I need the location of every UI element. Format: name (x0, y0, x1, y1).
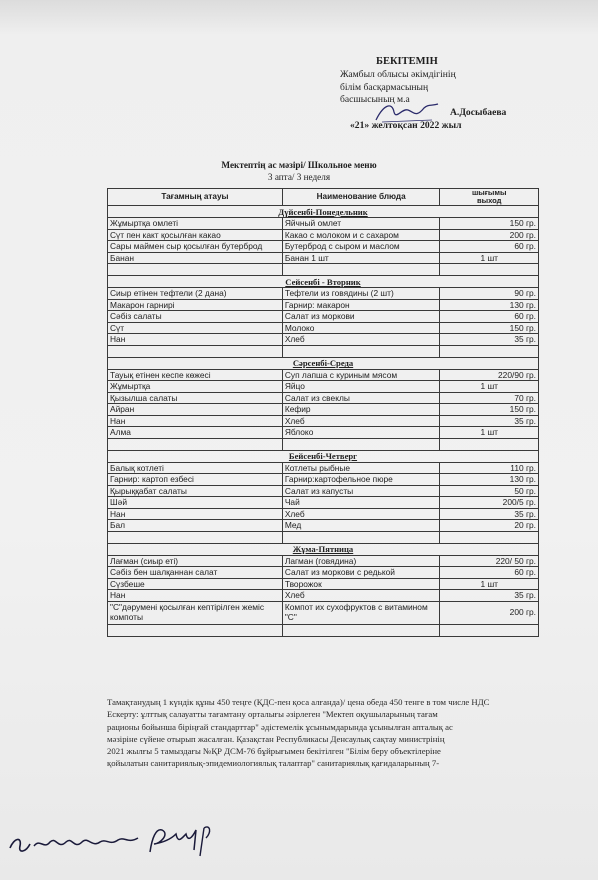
table-row (108, 299, 539, 311)
footer-line: рационы бойынша біріңғай стандарттар" әдістемелік ұсынымдарында ұсынылған апталық ас (107, 721, 453, 732)
dish-name-ru: Чай (282, 497, 440, 509)
blank-cell (282, 624, 440, 636)
approval-heading: БЕКІТЕМІН (376, 56, 438, 67)
dish-output: 60 гр. (440, 241, 539, 253)
table-row (108, 567, 539, 579)
blank-row (108, 345, 539, 357)
dish-name-kz: Бал (108, 520, 283, 532)
table-header-row (108, 189, 539, 206)
table-row (108, 381, 539, 393)
dish-name-ru: Гарнир:картофельное пюре (282, 474, 440, 486)
footer-line: Ескерту: ұлттық салауатты тағамтану орталығы әзірлеген "Мектеп оқушыларының тағам (107, 709, 438, 720)
header-output-kz: шығымы (471, 188, 507, 197)
blank-cell (440, 438, 539, 450)
dish-name-ru: Молоко (282, 322, 440, 334)
table-row (108, 392, 539, 404)
dish-output: 70 гр. (440, 392, 539, 404)
day-label: Дүйсенбі-Понедельник (108, 206, 539, 218)
blank-cell (440, 531, 539, 543)
table-row (108, 218, 539, 230)
table-row (108, 241, 539, 253)
table-row (108, 404, 539, 416)
day-label: Бейсенбі-Четверг (108, 450, 539, 462)
day-row (108, 206, 539, 218)
dish-name-kz: Нан (108, 508, 283, 520)
footer-line: 2021 жылғы 5 тамыздағы №ҚР ДСМ-76 бұйрығымен бекітілген "Білім беру объектілеріне (107, 746, 441, 757)
blank-cell (282, 438, 440, 450)
menu-table-body (108, 206, 539, 637)
dish-name-ru: Банан 1 шт (282, 252, 440, 264)
dish-output: 200/5 гр. (440, 497, 539, 509)
table-row (108, 334, 539, 346)
dish-output: 20 гр. (440, 520, 539, 532)
table-row (108, 252, 539, 264)
blank-row (108, 264, 539, 276)
table-row (108, 288, 539, 300)
dish-name-kz: "С"дәрумені қосылған кептірілген жеміс компоты (108, 601, 283, 624)
dish-name-ru: Мед (282, 520, 440, 532)
dish-name-kz: Гарнир: картоп езбесі (108, 474, 283, 486)
table-row (108, 369, 539, 381)
day-row (108, 357, 539, 369)
dish-name-ru: Гарнир: макарон (282, 299, 440, 311)
dish-name-kz: Сүт (108, 322, 283, 334)
day-row (108, 276, 539, 288)
menu-table (107, 188, 539, 637)
dish-name-kz: Сиыр етінен тефтели (2 дана) (108, 288, 283, 300)
approval-line-2: білім басқармасының (340, 81, 429, 93)
blank-cell (108, 345, 283, 357)
dish-name-kz: Тауық етінен кеспе көжесі (108, 369, 283, 381)
dish-name-ru: Какао с молоком и с сахаром (282, 229, 440, 241)
dish-output: 35 гр. (440, 334, 539, 346)
dish-name-ru: Салат из моркови (282, 311, 440, 323)
dish-output: 200 гр. (440, 601, 539, 624)
blank-cell (440, 345, 539, 357)
day-label: Сейсенбі - Вторник (108, 276, 539, 288)
dish-name-ru: Яйцо (282, 381, 440, 393)
dish-output: 150 гр. (440, 404, 539, 416)
dish-name-kz: Нан (108, 590, 283, 602)
dish-output: 1 шт (440, 578, 539, 590)
dish-name-kz: Қырыққабат салаты (108, 485, 283, 497)
blank-cell (108, 624, 283, 636)
dish-name-ru: Хлеб (282, 508, 440, 520)
dish-name-kz: Сәбіз салаты (108, 311, 283, 323)
blank-row (108, 624, 539, 636)
dish-name-ru: Хлеб (282, 590, 440, 602)
dish-output: 1 шт (440, 252, 539, 264)
dish-name-kz: Сары маймен сыр қосылған бутерброд (108, 241, 283, 253)
dish-name-kz: Сәбіз бен шалқаннан салат (108, 567, 283, 579)
dish-name-kz: Жұмыртқа (108, 381, 283, 393)
table-row (108, 508, 539, 520)
blank-cell (282, 264, 440, 276)
dish-name-ru: Тефтели из говядины (2 шт) (282, 288, 440, 300)
dish-name-ru: Салат из моркови с редькой (282, 567, 440, 579)
table-row (108, 601, 539, 624)
footer-line: мәзіріне сүйене отырып жасалған. Қазақстан Республикасы Денсаулық сақтау министрінің (107, 733, 445, 744)
day-row (108, 450, 539, 462)
dish-name-kz: Қызылша салаты (108, 392, 283, 404)
dish-output: 90 гр. (440, 288, 539, 300)
dish-name-ru: Котлеты рыбные (282, 462, 440, 474)
table-row (108, 555, 539, 567)
dish-name-ru: Бутерброд с сыром и маслом (282, 241, 440, 253)
dish-name-ru: Яблоко (282, 427, 440, 439)
menu-title: Мектептің ас мәзірі/ Школьное меню (221, 160, 377, 170)
dish-name-ru: Суп лапша с куриным мясом (282, 369, 440, 381)
dish-name-kz: Макарон гарнирі (108, 299, 283, 311)
dish-name-kz: Балық котлеті (108, 462, 283, 474)
approval-line-1: Жамбыл облысы әкімдігінің (340, 68, 456, 80)
header-output-ru: выход (476, 196, 502, 205)
footer-line: Тамақтанудың 1 күндік құны 450 теңге (ҚДС-пен қоса алғанда)/ цена обеда 450 тенге в том числе НДС (107, 697, 490, 707)
approval-line-3: басшысының м.а (340, 94, 410, 106)
dish-name-kz: Сүзбеше (108, 578, 283, 590)
dish-name-ru: Яйчный омлет (282, 218, 440, 230)
dish-name-kz: Лағман (сиыр еті) (108, 555, 283, 567)
day-label: Сәрсенбі-Среда (108, 357, 539, 369)
dish-output: 35 гр. (440, 508, 539, 520)
dish-output: 60 гр. (440, 567, 539, 579)
dish-name-kz: Сүт пен какт қосылған какао (108, 229, 283, 241)
dish-output: 110 гр. (440, 462, 539, 474)
dish-name-kz: Алма (108, 427, 283, 439)
dish-output: 1 шт (440, 427, 539, 439)
blank-cell (440, 264, 539, 276)
table-row (108, 427, 539, 439)
table-row (108, 462, 539, 474)
blank-cell (282, 345, 440, 357)
menu-subtitle: 3 апта/ 3 неделя (267, 172, 331, 182)
dish-name-kz: Банан (108, 252, 283, 264)
table-row (108, 322, 539, 334)
blank-cell (108, 264, 283, 276)
dish-name-kz: Шәй (108, 497, 283, 509)
header-name-kz: Тағамның атауы (108, 189, 283, 206)
footer-note (107, 696, 547, 770)
footer-line: қойылатын санитариялық-эпидемиологиялық талаптар" санитариялық қағидаларының 7- (107, 758, 440, 769)
table-row (108, 520, 539, 532)
table-row (108, 311, 539, 323)
blank-cell (282, 531, 440, 543)
dish-output: 60 гр. (440, 311, 539, 323)
dish-name-ru: Хлеб (282, 334, 440, 346)
table-row (108, 590, 539, 602)
dish-name-ru: Творожок (282, 578, 440, 590)
day-label: Жұма-Пятница (108, 543, 539, 555)
blank-cell (108, 531, 283, 543)
dish-name-ru: Кефир (282, 404, 440, 416)
dish-output: 1 шт (440, 381, 539, 393)
dish-output: 220/ 50 гр. (440, 555, 539, 567)
dish-name-ru: Салат из свеклы (282, 392, 440, 404)
blank-cell (108, 438, 283, 450)
day-row (108, 543, 539, 555)
header-output (440, 189, 539, 206)
approval-name: А.Досыбаева (450, 107, 507, 119)
dish-output: 50 гр. (440, 485, 539, 497)
dish-name-kz: Нан (108, 334, 283, 346)
dish-output: 35 гр. (440, 415, 539, 427)
dish-name-kz: Нан (108, 415, 283, 427)
blank-cell (440, 624, 539, 636)
dish-output: 130 гр. (440, 474, 539, 486)
dish-output: 130 гр. (440, 299, 539, 311)
dish-name-ru: Салат из капусты (282, 485, 440, 497)
blank-row (108, 438, 539, 450)
table-row (108, 485, 539, 497)
dish-name-ru: Хлеб (282, 415, 440, 427)
blank-row (108, 531, 539, 543)
table-row (108, 415, 539, 427)
dish-output: 35 гр. (440, 590, 539, 602)
table-row (108, 497, 539, 509)
bottom-signatures (0, 808, 260, 868)
dish-name-kz: Айран (108, 404, 283, 416)
table-row (108, 578, 539, 590)
dish-output: 150 гр. (440, 322, 539, 334)
dish-name-ru: Лагман (говядина) (282, 555, 440, 567)
dish-output: 150 гр. (440, 218, 539, 230)
dish-output: 220/90 гр. (440, 369, 539, 381)
dish-name-kz: Жұмыртқа омлеті (108, 218, 283, 230)
approval-signature (372, 98, 442, 126)
approval-date: «21» желтоқсан 2022 жыл (350, 119, 462, 131)
table-row (108, 474, 539, 486)
dish-output: 200 гр. (440, 229, 539, 241)
table-row (108, 229, 539, 241)
dish-name-ru: Компот их сухофруктов с витамином "С" (282, 601, 440, 624)
header-name-ru: Наименование блюда (282, 189, 440, 206)
